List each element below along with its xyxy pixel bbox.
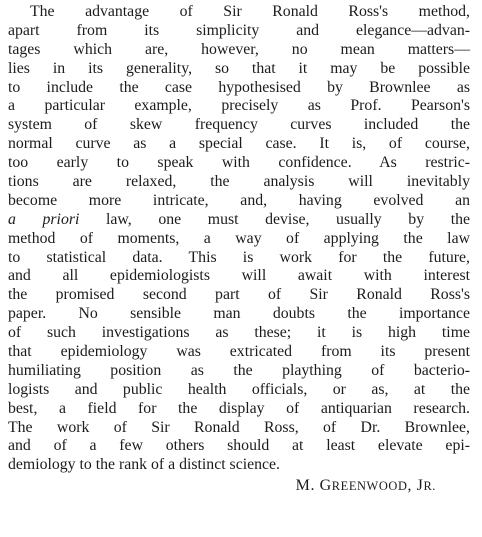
text-line: humiliating position as the plaything of bacterio- xyxy=(8,361,470,379)
text-line: of such investigations as these; it is high time xyxy=(8,324,470,342)
text-line: and all epidemiologists will await with interest xyxy=(8,267,470,285)
signature-surname-rest: REENWOOD xyxy=(331,479,408,494)
text-line: that epidemiology was extricated from its present xyxy=(8,343,470,361)
text-line: lies in its generality, so that it may be possible xyxy=(8,59,470,77)
signature-surname-cap: G xyxy=(319,477,332,495)
text-line: become more intricate, and, having evolved an xyxy=(8,191,470,209)
text-line: The advantage of Sir Ronald Ross's method, xyxy=(30,3,470,20)
text-line: the promised second part of Sir Ronald Ross's xyxy=(8,286,470,304)
text-line: method of moments, a way of applying the law xyxy=(8,229,470,247)
author-signature: M. GREENWOOD, JR. xyxy=(295,477,436,495)
text-line: demiology to the rank of a distinct science. xyxy=(8,456,280,474)
text-line: and of a few others should at least elevate epi- xyxy=(8,437,470,455)
text-line: too early to speak with confidence. As restric- xyxy=(8,154,470,172)
text-line: tions are relaxed, the analysis will inevitably xyxy=(8,173,470,191)
text-line: system of skew frequency curves included the xyxy=(8,116,470,134)
text-line: to statistical data. This is work for the future, xyxy=(8,248,470,266)
text-line: logists and public health officials, or as, at the xyxy=(8,380,470,398)
signature-suffix-rest: R. xyxy=(423,479,436,494)
signature-suffix-cap: J xyxy=(416,477,424,495)
italic-phrase: a priori xyxy=(8,210,80,228)
text-line: to include the case hypothesised by Brownlee as xyxy=(8,78,470,96)
signature-initial: M. xyxy=(295,477,316,495)
text-line-with-italic xyxy=(8,211,470,230)
text-line: The work of Sir Ronald Ross, of Dr. Brownlee, xyxy=(8,418,470,436)
text-line: tages which are, however, no mean matters— xyxy=(8,40,470,58)
text-line: paper. No sensible man doubts the importance xyxy=(8,305,470,323)
text-line: normal curve as a special case. It is, of course, xyxy=(8,135,470,153)
text-line: apart from its simplicity and elegance—advan- xyxy=(8,21,470,39)
article-body xyxy=(8,3,470,497)
text-line-rest: law, one must devise, usually by the xyxy=(106,210,471,228)
text-line: a particular example, precisely as Prof. Pearson's xyxy=(8,97,470,115)
text-line: best, a field for the display of antiquarian research. xyxy=(8,399,470,417)
